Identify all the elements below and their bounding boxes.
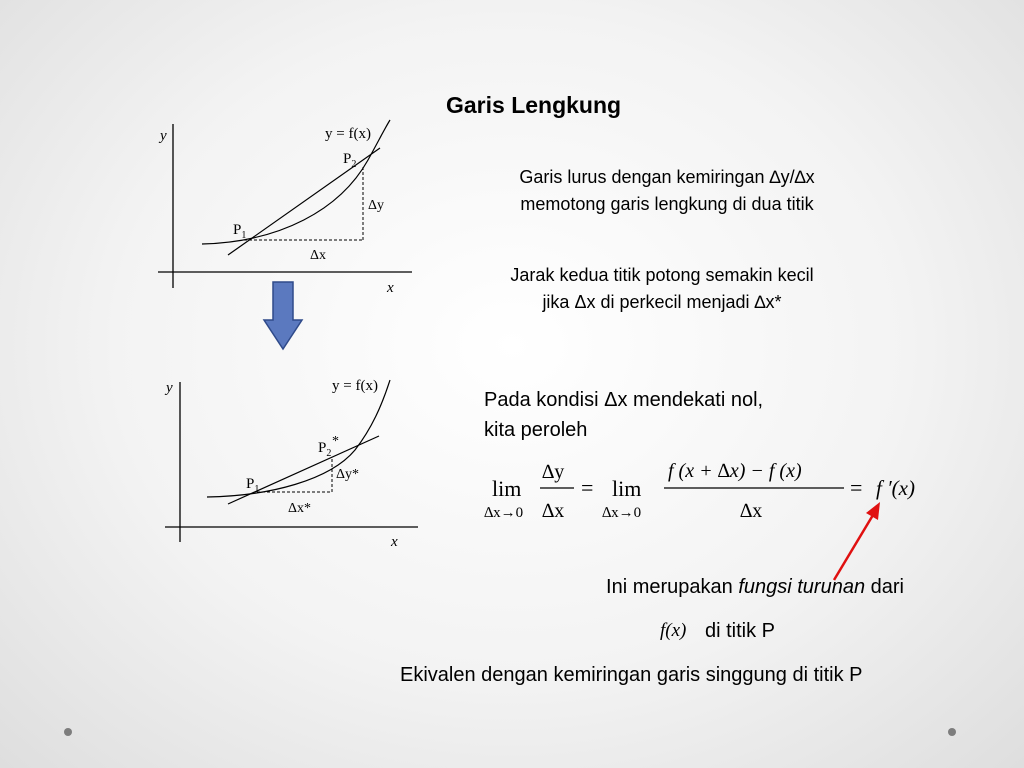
secant-line	[228, 148, 380, 255]
decor-dot-right	[948, 728, 956, 736]
limit-line1: Pada kondisi Δx mendekati nol,	[484, 389, 764, 411]
equivalence-text: Ekivalen dengan kemiringan garis singgung di titik P	[400, 664, 863, 686]
distance-line2: jika Δx di perkecil menjadi ∆x*	[542, 292, 782, 312]
curve-label: y = f(x)	[325, 126, 371, 142]
dy-label: Δy	[368, 198, 385, 213]
distance-description	[452, 262, 872, 316]
fx-symbol: f(x)	[660, 620, 687, 641]
frac2-num: f (x + ∆x) − f (x)	[668, 460, 802, 482]
dx-label: Δx*	[288, 501, 312, 516]
result: f ′(x)	[876, 476, 915, 500]
lim1-sub: ∆x→0	[484, 505, 524, 521]
y-axis-label: y	[166, 380, 173, 396]
p1-label: $P_1$	[246, 476, 260, 495]
pointer-arrow-icon	[826, 498, 888, 586]
lim2: lim	[612, 476, 642, 501]
frac1-num: ∆y	[542, 461, 565, 483]
slide-title: Garis Lengkung	[446, 92, 622, 118]
curve	[207, 380, 390, 497]
frac2-den: ∆x	[740, 500, 763, 522]
secant-description	[462, 164, 872, 218]
limit-line2: kita peroleh	[484, 419, 588, 441]
secant-diagram-bottom	[160, 370, 420, 555]
eq2: =	[850, 475, 863, 500]
distance-line1: Jarak kedua titik potong semakin kecil	[510, 265, 814, 285]
p2-label: $P_2$	[343, 151, 357, 170]
p1-label: $P_1$	[233, 222, 247, 241]
lim1: lim	[492, 476, 522, 501]
secant-line2: memotong garis lengkung di dua titik	[520, 194, 814, 214]
at-point-text: di titik P	[705, 620, 776, 642]
dy-label: Δy*	[336, 467, 360, 482]
lim2-sub: ∆x→0	[602, 505, 642, 521]
decor-dot-left	[64, 728, 72, 736]
curve-label: y = f(x)	[332, 378, 378, 394]
frac1-den: ∆x	[542, 500, 565, 522]
derivative-term: fungsi turunan	[738, 576, 866, 598]
x-axis-label: x	[391, 534, 398, 550]
x-axis-label: x	[387, 280, 394, 296]
limit-description	[484, 385, 904, 445]
secant-line1: Garis lurus dengan kemiringan ∆y/∆x	[519, 167, 815, 187]
eq1: =	[581, 475, 594, 500]
p2-star: *	[332, 434, 339, 449]
down-arrow-icon	[262, 280, 304, 352]
secant-diagram-top	[150, 110, 420, 300]
dx-label: Δx	[310, 248, 327, 263]
p2-label: $P_2$	[318, 440, 332, 459]
derivative-note: Ini merupakan fungsi turunan dari	[606, 576, 904, 598]
y-axis-label: y	[160, 128, 167, 144]
